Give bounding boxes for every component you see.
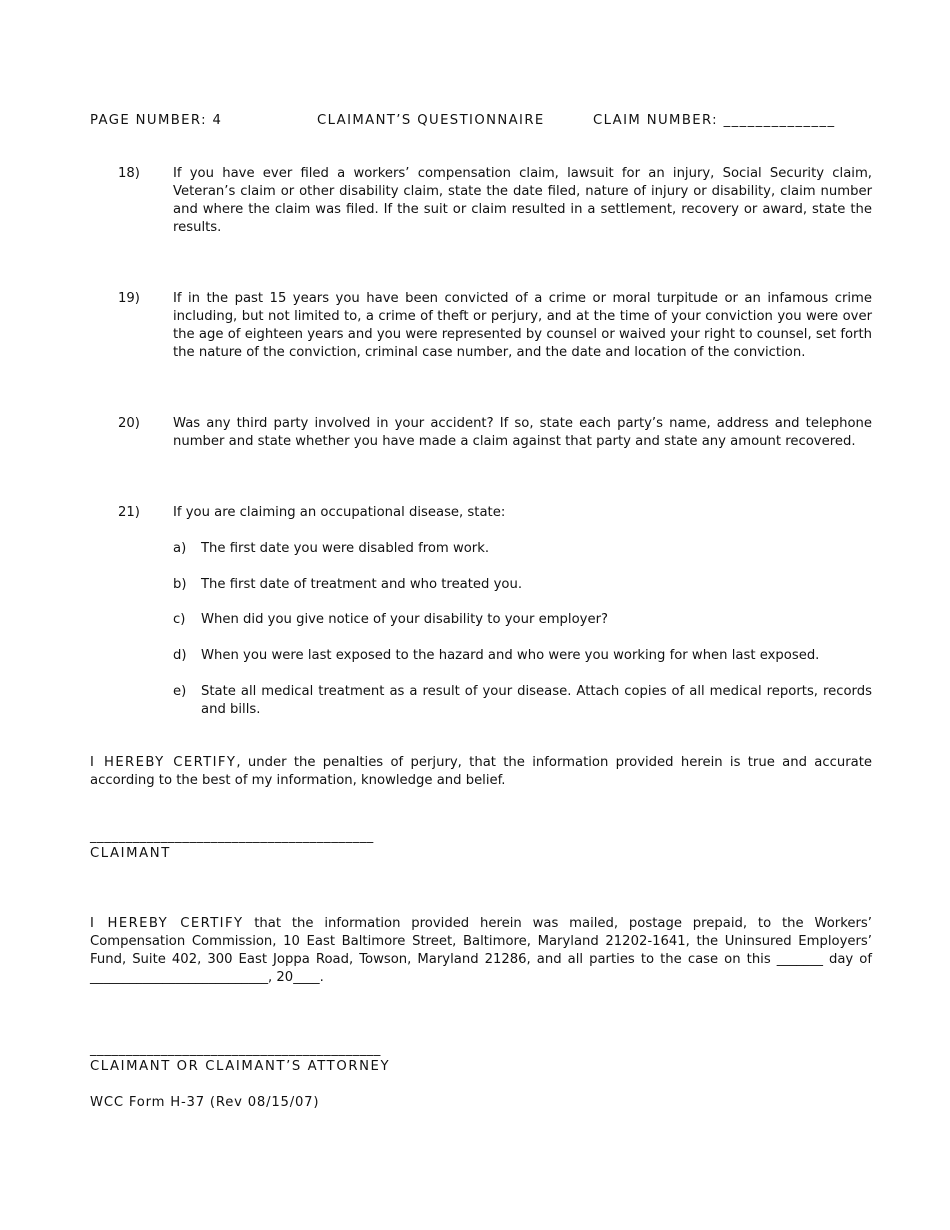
certification-perjury	[90, 754, 872, 790]
question-text: If in the past 15 years you have been convicted of a crime or moral turpitude or an infamous crime including, but not limited to, a crime of theft or perjury, and at the time of your conviction you were over the age of eighteen years and you were represented by counsel or waived your right to counsel, set forth the nature of the conviction, criminal case number, and the date and location of the conviction.	[173, 291, 872, 360]
question-number: 18)	[118, 166, 140, 181]
question-text: If you have ever filed a workers’ compensation claim, lawsuit for an injury, Social Security claim, Veteran’s claim or other disability claim, state the date filed, nature of injury or disability, claim number and where the claim was filed. If the suit or claim resulted in a settlement, recovery or award, state the results.	[173, 166, 872, 235]
certify-text: that the information provided herein was mailed, postage prepaid, to the Workers’ Compensation Commission, 10 East Baltimore Street, Baltimore, Maryland 21202-1641, the Uninsured Employers’ Fund, Suite 402, 300 East Joppa Road, Towson, Maryland 21286, and all parties to the case on this _______ day of ___________________________, 20____.	[90, 916, 872, 985]
subitem-letter: a)	[173, 541, 187, 556]
question-20	[90, 415, 872, 451]
subitem-d	[173, 647, 872, 665]
document-title: CLAIMANT’S QUESTIONNAIRE	[317, 113, 545, 128]
attorney-signature-line: _________________________________________	[90, 1042, 381, 1057]
certify-lead: I HEREBY CERTIFY	[90, 916, 244, 931]
attorney-label: CLAIMANT OR CLAIMANT’S ATTORNEY	[90, 1059, 391, 1074]
subitem-c	[173, 611, 872, 629]
subitem-a	[173, 540, 872, 558]
question-text: Was any third party involved in your accident? If so, state each party’s name, address and telephone number and state whether you have made a claim against that party and state any amount recovered.	[173, 416, 872, 449]
page-number: PAGE NUMBER: 4	[90, 113, 223, 128]
claimant-label: CLAIMANT	[90, 846, 171, 861]
subitem-text: When did you give notice of your disability to your employer?	[201, 612, 608, 627]
subitem-text: The first date you were disabled from work.	[201, 541, 490, 556]
subitem-e	[173, 683, 872, 719]
question-18	[90, 165, 872, 237]
subitem-text: When you were last exposed to the hazard and who were you working for when last exposed.	[201, 648, 820, 663]
claimant-signature-line: ________________________________________	[90, 829, 374, 844]
certify-lead: I HEREBY CERTIFY	[90, 755, 237, 770]
form-id: WCC Form H-37 (Rev 08/15/07)	[90, 1095, 320, 1110]
question-number: 20)	[118, 416, 140, 431]
certification-mailing	[90, 915, 872, 987]
subitem-text: State all medical treatment as a result of your disease. Attach copies of all medical reports, records and bills.	[201, 684, 872, 717]
question-19	[90, 290, 872, 362]
claim-number: CLAIM NUMBER: ______________	[593, 113, 836, 128]
question-21	[90, 504, 872, 522]
question-number: 19)	[118, 291, 140, 306]
subitem-letter: b)	[173, 577, 187, 592]
certify-text: , under the penalties of perjury, that the information provided herein is true and accurate according to the best of my information, knowledge and belief.	[90, 755, 872, 788]
subitem-b	[173, 576, 872, 594]
question-text: If you are claiming an occupational disease, state:	[173, 505, 506, 520]
subitem-text: The first date of treatment and who treated you.	[201, 577, 523, 592]
subitem-letter: e)	[173, 684, 187, 699]
subitem-letter: d)	[173, 648, 187, 663]
subitem-letter: c)	[173, 612, 186, 627]
question-number: 21)	[118, 505, 140, 520]
